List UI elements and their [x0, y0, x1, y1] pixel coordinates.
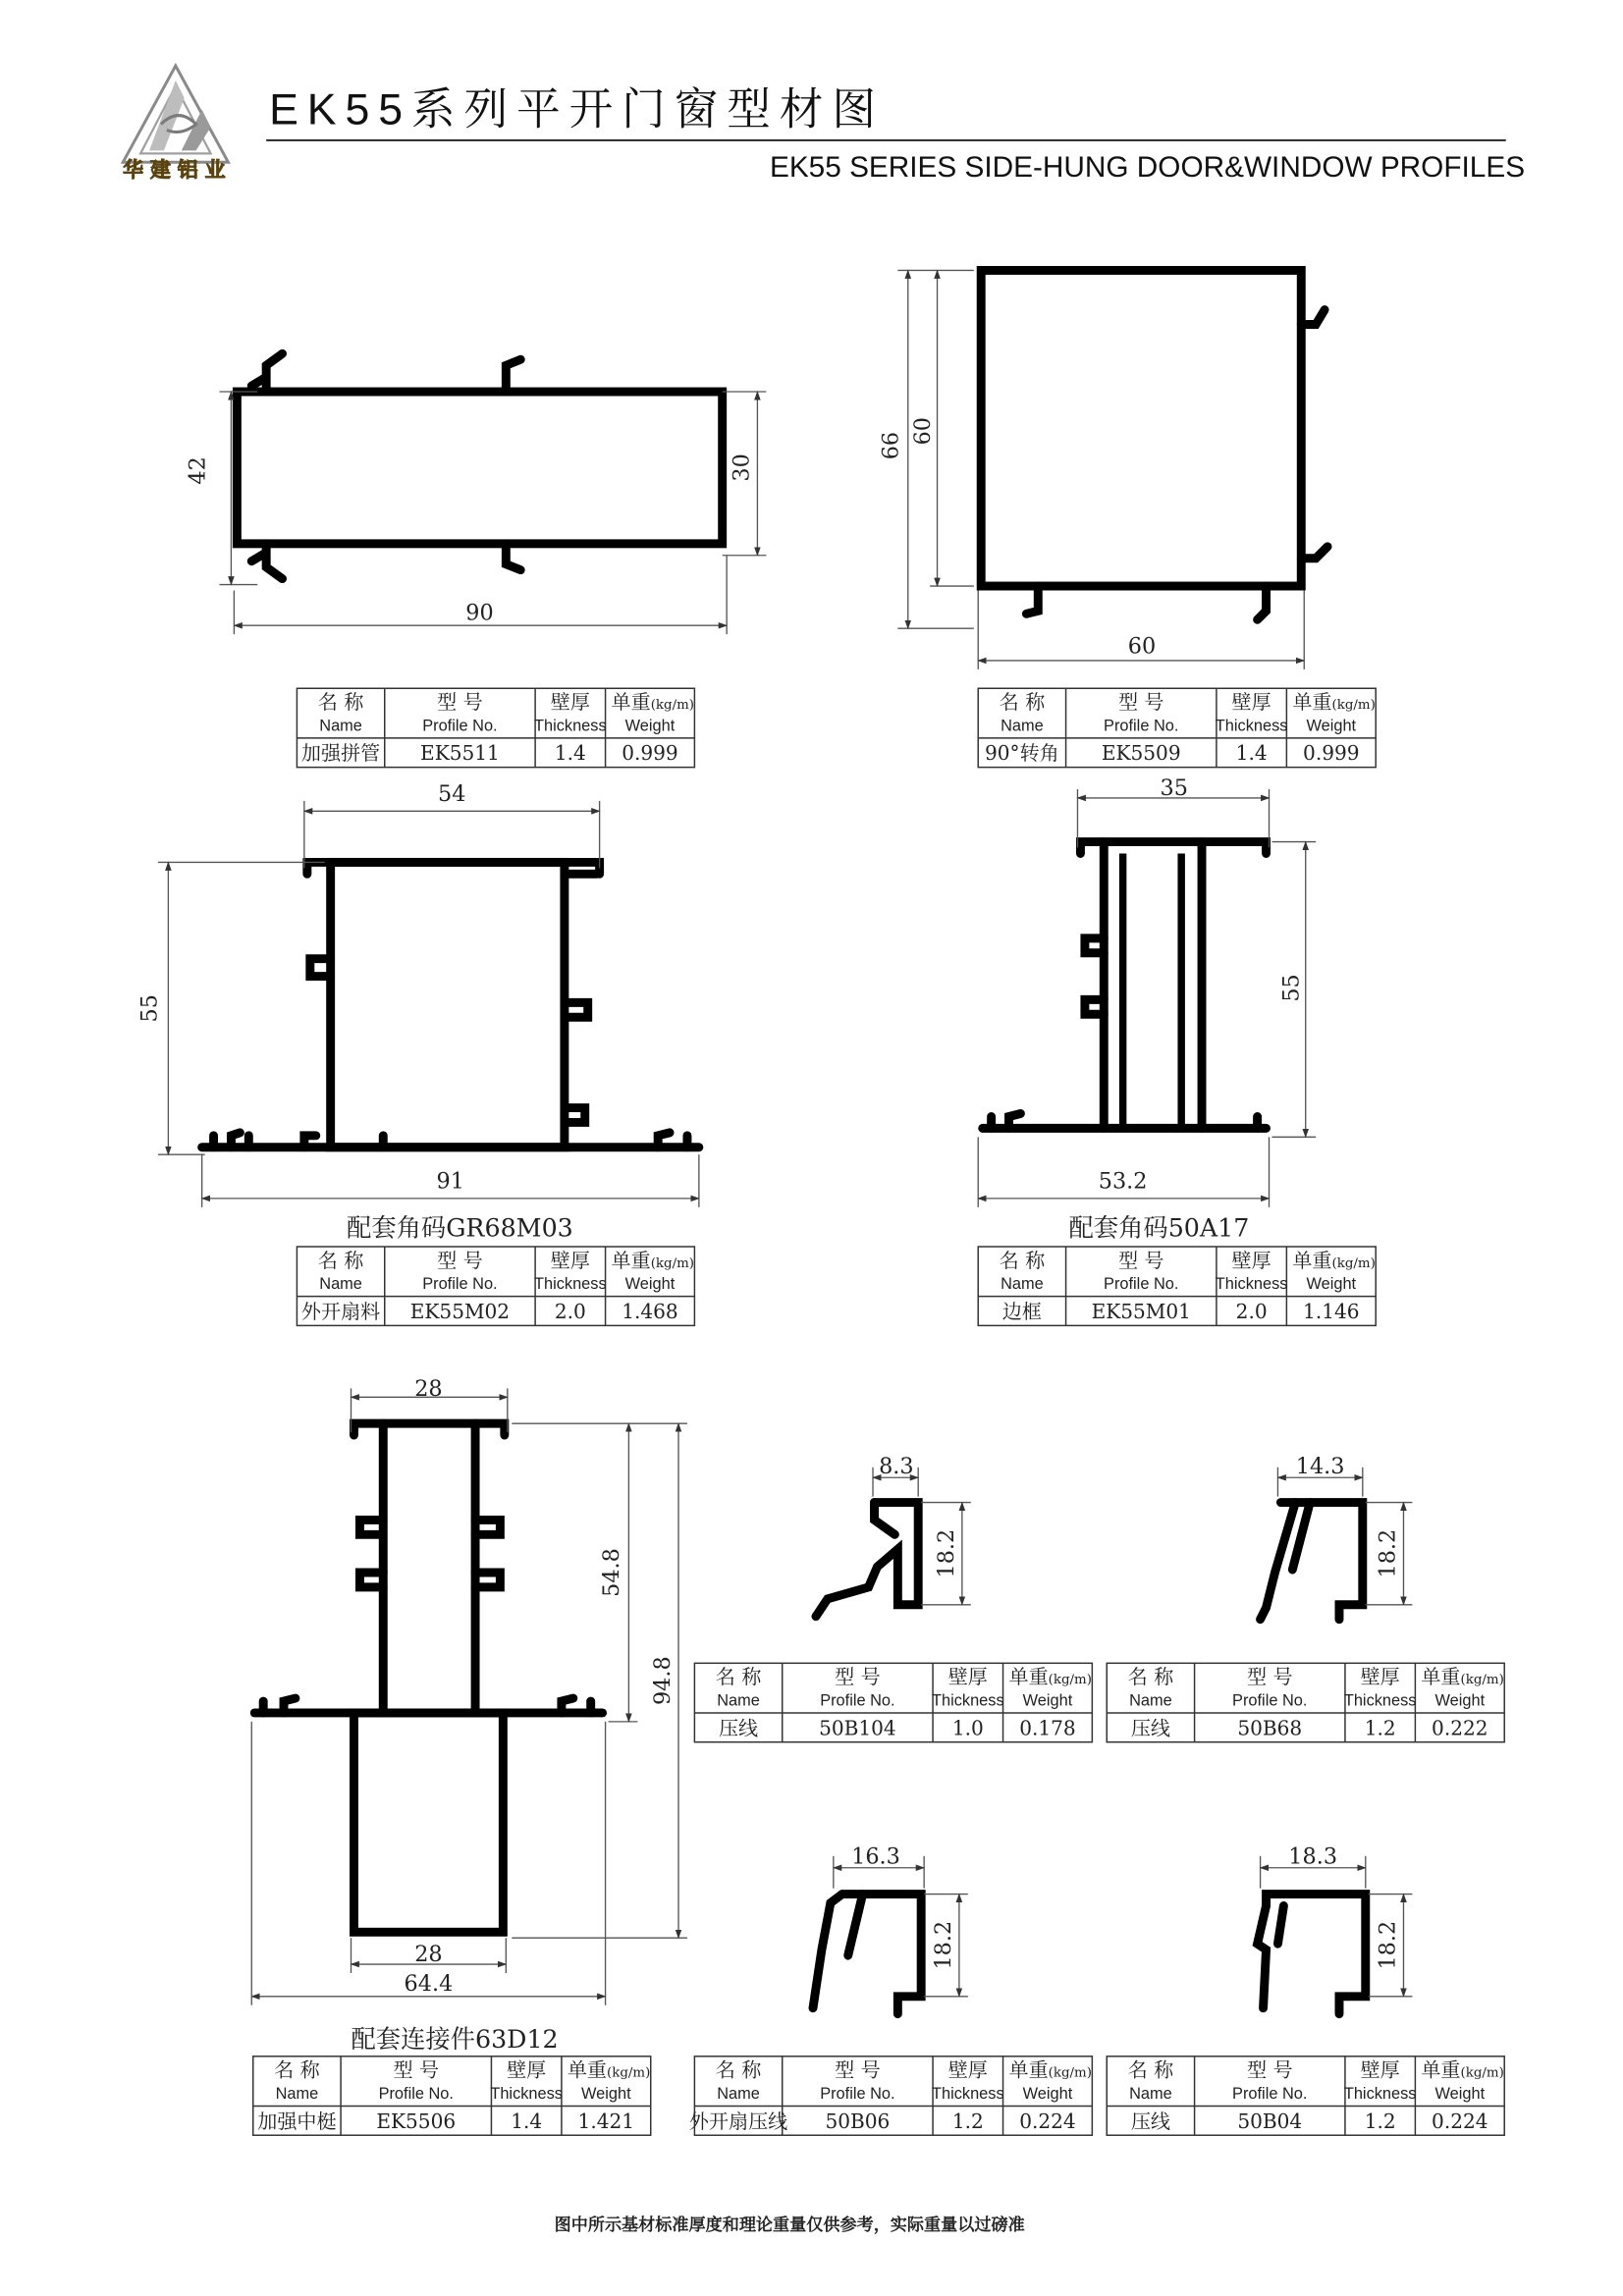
th-weight-cn-text: 单重	[1421, 2057, 1461, 2082]
th-weight-unit: (kg/m)	[1048, 1673, 1092, 1688]
dim-label: 35	[1160, 774, 1188, 801]
dim-label: 30	[729, 454, 755, 482]
dim-ek5511-height-outer	[186, 392, 258, 585]
brand-name: 华建铝业	[123, 158, 226, 183]
th-weight-cn-text: 单重	[1008, 2057, 1049, 2082]
th-weight-cn	[1008, 1665, 1091, 1688]
th-name-en: Name	[275, 2085, 319, 2104]
th-profile-en: Profile No.	[820, 2085, 895, 2104]
th-weight-cn	[1008, 2058, 1091, 2082]
cell-name: 90°转角	[985, 741, 1059, 766]
dim-label: 18.2	[1375, 1920, 1401, 1970]
th-thickness-en: Thickness	[931, 2085, 1004, 2104]
cell-name: 压线	[1130, 2109, 1171, 2133]
cell-name: 外开扇压线	[688, 2109, 788, 2133]
th-thickness-cn: 壁厚	[1231, 690, 1271, 715]
th-profile-cn: 型 号	[437, 690, 483, 715]
dim-label: 16.3	[851, 1843, 900, 1870]
profile-drawing-50b104	[816, 1454, 971, 1617]
th-weight-cn-text: 单重	[611, 1248, 651, 1272]
dim-ek55m02-top	[304, 781, 600, 868]
th-thickness-cn: 壁厚	[550, 1248, 590, 1272]
spec-table-ek5511	[297, 688, 694, 767]
th-name-cn: 名 称	[715, 2057, 762, 2082]
dim-label: 28	[414, 1375, 443, 1402]
th-weight-en: Weight	[1434, 1691, 1486, 1710]
cell-thickness: 1.2	[951, 2109, 984, 2133]
cell-thickness: 2.0	[1235, 1299, 1268, 1323]
th-name-cn: 名 称	[999, 690, 1046, 715]
th-name-cn: 名 称	[715, 1665, 762, 1689]
th-thickness-en: Thickness	[1343, 1691, 1417, 1710]
cell-profile-no: EK5509	[1101, 741, 1181, 766]
dim-ek5511-width	[234, 556, 727, 634]
cell-profile-no: 50B06	[825, 2109, 891, 2133]
cell-weight: 0.222	[1432, 1716, 1488, 1740]
th-thickness-cn: 壁厚	[1360, 1665, 1400, 1689]
dim-50b68-width	[1277, 1454, 1362, 1497]
cell-profile-no: 50B04	[1237, 2109, 1303, 2133]
profile-drawing-50b68	[1261, 1454, 1413, 1620]
th-weight-en: Weight	[1022, 1691, 1073, 1710]
th-profile-cn: 型 号	[393, 2057, 440, 2082]
dim-ek5511-height-inner	[723, 392, 767, 556]
cell-profile-no: EK5511	[420, 741, 500, 766]
th-weight-cn	[612, 690, 694, 714]
dim-label: 42	[185, 456, 211, 485]
spec-table-ek55m02	[297, 1247, 694, 1325]
cell-weight: 0.178	[1019, 1716, 1076, 1740]
cell-profile-no: EK55M02	[409, 1299, 511, 1323]
th-thickness-cn: 壁厚	[947, 2057, 988, 2082]
cell-name: 加强拼管	[300, 741, 381, 766]
profile-drawing-ek55m01	[978, 775, 1316, 1243]
cell-name: 压线	[1130, 1716, 1171, 1740]
th-weight-en: Weight	[1306, 717, 1357, 735]
th-profile-en: Profile No.	[422, 1275, 498, 1294]
th-thickness-en: Thickness	[1215, 1275, 1288, 1294]
profile-drawing-ek5509	[878, 270, 1327, 668]
th-thickness-en: Thickness	[1215, 717, 1288, 735]
th-name-cn: 名 称	[274, 2057, 320, 2082]
dim-label: 91	[436, 1168, 464, 1195]
dim-label: 53.2	[1098, 1168, 1148, 1195]
dim-label: 54	[438, 780, 466, 807]
profile-drawing-ek55m02	[136, 781, 698, 1243]
dim-ek55m01-height	[1271, 842, 1316, 1138]
th-weight-cn	[1292, 690, 1375, 714]
cell-thickness: 1.4	[511, 2109, 543, 2133]
dim-label: 28	[414, 1942, 443, 1968]
cell-thickness: 1.2	[1364, 2109, 1396, 2133]
th-weight-unit: (kg/m)	[1331, 1255, 1376, 1271]
th-weight-en: Weight	[624, 1275, 676, 1294]
th-name-cn: 名 称	[999, 1248, 1046, 1272]
th-weight-unit: (kg/m)	[1460, 1673, 1504, 1688]
th-weight-cn-text: 单重	[1008, 1665, 1049, 1689]
spec-table-ek55m01	[978, 1247, 1376, 1325]
cell-name: 外开扇料	[300, 1299, 381, 1323]
cell-profile-no: 50B68	[1237, 1716, 1303, 1740]
cell-weight: 1.146	[1303, 1299, 1360, 1323]
th-profile-en: Profile No.	[422, 717, 498, 735]
th-weight-en: Weight	[1306, 1275, 1357, 1294]
th-weight-unit: (kg/m)	[650, 698, 694, 714]
dim-ek5506-bottom-inner	[352, 1938, 507, 1973]
th-name-en: Name	[1001, 717, 1044, 735]
th-name-en: Name	[1129, 1691, 1172, 1710]
th-name-en: Name	[1129, 2085, 1172, 2104]
th-weight-unit: (kg/m)	[1048, 2065, 1092, 2081]
th-profile-en: Profile No.	[1232, 1691, 1308, 1710]
th-thickness-en: Thickness	[490, 2085, 564, 2104]
th-name-cn: 名 称	[317, 690, 364, 715]
cell-profile-no: EK55M01	[1091, 1299, 1191, 1323]
dim-label: 18.2	[930, 1920, 956, 1970]
dim-label: 8.3	[879, 1453, 914, 1479]
th-weight-en: Weight	[1022, 2085, 1073, 2104]
th-thickness-cn: 壁厚	[550, 690, 590, 715]
th-profile-cn: 型 号	[835, 2057, 881, 2082]
th-profile-en: Profile No.	[1104, 1275, 1179, 1294]
caption-ek5506: 配套连接件63D12	[351, 2024, 559, 2054]
th-profile-cn: 型 号	[1117, 1248, 1164, 1272]
spec-tables	[253, 688, 1504, 2135]
th-name-en: Name	[1001, 1275, 1044, 1294]
th-profile-en: Profile No.	[378, 2085, 454, 2104]
profile-drawing-50b04	[1258, 1843, 1413, 2013]
dim-ek55m01-bottom	[978, 1137, 1269, 1206]
cell-weight: 0.224	[1432, 2109, 1488, 2133]
dim-label: 18.2	[933, 1528, 959, 1578]
dim-ek5509-height-outer	[878, 270, 973, 628]
th-weight-cn-text: 单重	[1421, 1665, 1461, 1689]
th-weight-cn	[612, 1249, 694, 1272]
dim-label: 55	[136, 994, 163, 1023]
th-name-en: Name	[717, 2085, 760, 2104]
cell-profile-no: EK5506	[376, 2109, 457, 2133]
profile-drawing-50b06	[813, 1843, 968, 2013]
th-weight-en: Weight	[624, 717, 676, 735]
th-weight-unit: (kg/m)	[1331, 698, 1376, 714]
dim-50b104-height	[921, 1503, 971, 1605]
cell-weight: 1.468	[622, 1299, 678, 1323]
th-profile-cn: 型 号	[437, 1248, 483, 1272]
cell-thickness: 1.4	[554, 741, 586, 766]
spec-table-ek5509	[978, 688, 1376, 767]
cell-weight: 0.999	[1303, 741, 1360, 766]
th-profile-cn: 型 号	[1246, 2057, 1293, 2082]
dim-50b06-height	[924, 1895, 968, 1997]
spec-table-50b68	[1107, 1663, 1504, 1741]
dim-label: 60	[1127, 633, 1157, 660]
dim-ek55m01-top	[1077, 775, 1269, 848]
dim-label: 55	[1278, 974, 1305, 1002]
dim-label: 14.3	[1295, 1453, 1345, 1479]
cell-thickness: 1.4	[1235, 741, 1268, 766]
caption-ek55m02: 配套角码GR68M03	[347, 1213, 573, 1243]
th-weight-unit: (kg/m)	[650, 1255, 694, 1271]
dim-ek55m02-height	[136, 862, 324, 1154]
th-weight-cn	[1421, 1665, 1503, 1688]
th-thickness-cn: 壁厚	[507, 2057, 547, 2082]
dim-ek5509-width	[978, 590, 1304, 668]
spec-table-50b104	[694, 1663, 1092, 1741]
dim-ek5509-height-inner	[910, 270, 974, 586]
dim-label: 18.3	[1288, 1843, 1338, 1870]
th-thickness-en: Thickness	[534, 717, 607, 735]
th-name-cn: 名 称	[317, 1248, 364, 1272]
cell-name: 加强中梃	[257, 2109, 337, 2133]
th-thickness-cn: 壁厚	[947, 1665, 988, 1689]
th-weight-cn	[568, 2058, 650, 2082]
th-name-cn: 名 称	[1127, 1665, 1174, 1689]
th-thickness-cn: 壁厚	[1231, 1248, 1271, 1272]
th-profile-cn: 型 号	[835, 1665, 881, 1689]
th-profile-cn: 型 号	[1246, 1665, 1293, 1689]
cell-profile-no: 50B104	[819, 1716, 896, 1740]
spec-table-ek5506	[253, 2056, 651, 2135]
profile-drawing-ek5511	[186, 353, 767, 634]
th-name-cn: 名 称	[1127, 2057, 1174, 2082]
th-weight-cn-text: 单重	[567, 2057, 608, 2082]
cell-weight: 1.421	[577, 2109, 635, 2133]
th-name-en: Name	[319, 1275, 362, 1294]
th-weight-unit: (kg/m)	[607, 2065, 651, 2081]
dim-50b104-width	[873, 1454, 918, 1497]
header	[123, 66, 1525, 184]
dim-50b04-height	[1369, 1895, 1413, 1997]
th-profile-en: Profile No.	[820, 1691, 895, 1710]
page-subtitle: EK55 SERIES SIDE-HUNG DOOR&WINDOW PROFILES	[769, 151, 1526, 185]
th-weight-cn	[1421, 2058, 1503, 2082]
dim-label: 90	[465, 600, 494, 626]
footer-note: 图中所示基材标准厚度和理论重量仅供参考，实际重量以过磅准	[554, 2216, 1025, 2236]
profile-drawing-ek5506	[251, 1376, 687, 2054]
caption-ek55m01: 配套角码50A17	[1068, 1213, 1250, 1243]
dim-ek5506-total-height	[512, 1423, 687, 1938]
th-profile-en: Profile No.	[1232, 2085, 1308, 2104]
th-weight-cn	[1292, 1249, 1375, 1272]
dim-label: 94.8	[650, 1656, 676, 1706]
th-weight-en: Weight	[581, 2085, 631, 2104]
th-name-en: Name	[717, 1691, 760, 1710]
cell-weight: 0.224	[1019, 2109, 1076, 2133]
th-weight-cn-text: 单重	[1292, 1248, 1332, 1272]
dim-50b68-height	[1366, 1503, 1413, 1605]
cell-thickness: 1.0	[951, 1716, 984, 1740]
spec-table-50b04	[1107, 2056, 1504, 2135]
dim-50b06-width	[834, 1843, 924, 1888]
dim-ek55m02-bottom	[202, 1154, 699, 1207]
dim-label: 66	[878, 431, 904, 460]
th-thickness-cn: 壁厚	[1360, 2057, 1400, 2082]
dim-label: 54.8	[598, 1548, 624, 1597]
th-weight-en: Weight	[1434, 2085, 1486, 2104]
th-weight-unit: (kg/m)	[1460, 2065, 1504, 2081]
cell-name: 压线	[718, 1716, 759, 1740]
dim-label: 64.4	[404, 1970, 454, 1997]
spec-table-50b06	[689, 2056, 1093, 2135]
th-weight-cn-text: 单重	[1292, 690, 1332, 715]
cell-weight: 0.999	[622, 741, 678, 766]
th-thickness-en: Thickness	[931, 1691, 1004, 1710]
th-name-en: Name	[319, 717, 362, 735]
th-thickness-en: Thickness	[534, 1275, 607, 1294]
cell-thickness: 1.2	[1364, 1716, 1396, 1740]
page-title: EK55系列平开门窗型材图	[269, 85, 877, 134]
dim-label: 18.2	[1375, 1528, 1401, 1578]
cell-thickness: 2.0	[554, 1299, 586, 1323]
dim-50b04-width	[1261, 1843, 1366, 1888]
th-profile-cn: 型 号	[1117, 690, 1164, 715]
hj-logo-icon	[123, 66, 228, 162]
dim-label: 60	[910, 417, 937, 446]
th-weight-cn-text: 单重	[611, 690, 651, 715]
th-profile-en: Profile No.	[1104, 717, 1179, 735]
cell-name: 边框	[1001, 1299, 1042, 1323]
th-thickness-en: Thickness	[1343, 2085, 1417, 2104]
